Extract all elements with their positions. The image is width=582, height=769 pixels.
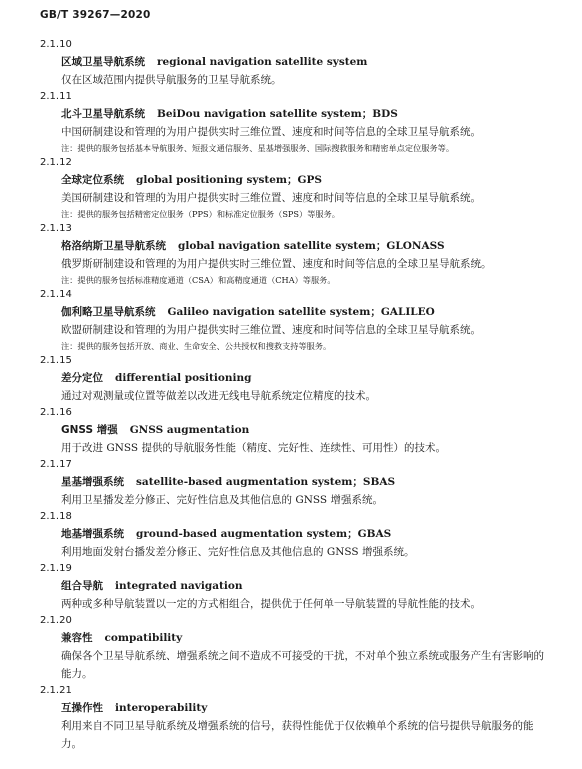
term-note: 注：提供的服务包括开放、商业、生命安全、公共授权和搜救支持等服务。 bbox=[61, 341, 332, 351]
term-title bbox=[61, 699, 550, 717]
term-entry bbox=[40, 89, 550, 155]
term-definition: 利用卫星播发差分修正、完好性信息及其他信息的 GNSS 增强系统。 bbox=[61, 494, 383, 506]
term-number: 2.1.15 bbox=[40, 355, 72, 366]
term-cn: 全球定位系统 bbox=[61, 174, 124, 186]
term-number: 2.1.19 bbox=[40, 563, 72, 574]
term-number: 2.1.10 bbox=[40, 39, 72, 50]
term-entry bbox=[40, 509, 550, 561]
term-definition: 利用来自不同卫星导航系统及增强系统的信号，获得性能优于仅依赖单个系统的信号提供导航服务的能力。 bbox=[61, 720, 534, 750]
term-definition: 中国研制建设和管理的为用户提供实时三维位置、速度和时间等信息的全球卫星导航系统。 bbox=[61, 126, 481, 138]
term-en: regional navigation satellite system bbox=[157, 56, 368, 68]
term-cn: 兼容性 bbox=[61, 632, 93, 644]
term-entry bbox=[40, 287, 550, 353]
term-en: satellite-based augmentation system；SBAS bbox=[136, 476, 396, 488]
term-entry bbox=[40, 405, 550, 457]
term-entry bbox=[40, 353, 550, 405]
term-definition: 欧盟研制建设和管理的为用户提供实时三维位置、速度和时间等信息的全球卫星导航系统。 bbox=[61, 324, 481, 336]
term-number: 2.1.13 bbox=[40, 223, 72, 234]
term-en: compatibility bbox=[104, 632, 183, 644]
term-en: integrated navigation bbox=[115, 580, 243, 592]
term-number: 2.1.14 bbox=[40, 289, 72, 300]
term-en: BeiDou navigation satellite system；BDS bbox=[157, 108, 398, 120]
term-definition: 仅在区域范围内提供导航服务的卫星导航系统。 bbox=[61, 74, 282, 86]
term-cn: 组合导航 bbox=[61, 580, 103, 592]
term-number: 2.1.12 bbox=[40, 157, 72, 168]
term-definition: 确保各个卫星导航系统、增强系统之间不造成不可接受的干扰，不对单个独立系统或服务产生有害影响的能力。 bbox=[61, 650, 544, 680]
term-title bbox=[61, 473, 550, 491]
term-title bbox=[61, 629, 550, 647]
term-title bbox=[61, 237, 550, 255]
term-number: 2.1.11 bbox=[40, 91, 72, 102]
term-title bbox=[61, 577, 550, 595]
term-entry bbox=[40, 561, 550, 613]
term-title bbox=[61, 525, 550, 543]
term-definition: 利用地面发射台播发差分修正、完好性信息及其他信息的 GNSS 增强系统。 bbox=[61, 546, 415, 558]
term-number: 2.1.18 bbox=[40, 511, 72, 522]
term-note: 注：提供的服务包括精密定位服务（PPS）和标准定位服务（SPS）等服务。 bbox=[61, 209, 340, 219]
term-list bbox=[40, 37, 550, 753]
term-en: interoperability bbox=[115, 702, 208, 714]
term-en: ground-based augmentation system；GBAS bbox=[136, 528, 392, 540]
term-cn: 格洛纳斯卫星导航系统 bbox=[61, 240, 166, 252]
term-cn: 互操作性 bbox=[61, 702, 103, 714]
term-title bbox=[61, 53, 550, 71]
term-number: 2.1.16 bbox=[40, 407, 72, 418]
term-en: GNSS augmentation bbox=[129, 424, 250, 436]
term-cn: 伽利略卫星导航系统 bbox=[61, 306, 156, 318]
term-cn: 差分定位 bbox=[61, 372, 103, 384]
term-title bbox=[61, 105, 550, 123]
term-en: differential positioning bbox=[115, 372, 252, 384]
term-en: global navigation satellite system；GLONASS bbox=[178, 240, 445, 252]
term-title bbox=[61, 303, 550, 321]
page-header-doc-id: GB/T 39267—2020 bbox=[40, 9, 151, 21]
term-title bbox=[61, 421, 550, 439]
term-title bbox=[61, 171, 550, 189]
term-entry bbox=[40, 457, 550, 509]
term-entry bbox=[40, 221, 550, 287]
term-definition: 通过对观测量或位置等做差以改进无线电导航系统定位精度的技术。 bbox=[61, 390, 376, 402]
term-entry bbox=[40, 613, 550, 683]
term-definition: 两种或多种导航装置以一定的方式相组合，提供优于任何单一导航装置的导航性能的技术。 bbox=[61, 598, 481, 610]
term-entry bbox=[40, 155, 550, 221]
term-title bbox=[61, 369, 550, 387]
term-cn: 星基增强系统 bbox=[61, 476, 124, 488]
term-en: Galileo navigation satellite system；GALILEO bbox=[167, 306, 435, 318]
term-cn: 区域卫星导航系统 bbox=[61, 56, 145, 68]
term-entry bbox=[40, 683, 550, 753]
term-cn: 北斗卫星导航系统 bbox=[61, 108, 145, 120]
term-entry bbox=[40, 37, 550, 89]
term-en: global positioning system；GPS bbox=[136, 174, 322, 186]
term-number: 2.1.20 bbox=[40, 615, 72, 626]
term-cn: 地基增强系统 bbox=[61, 528, 124, 540]
term-number: 2.1.21 bbox=[40, 685, 72, 696]
term-definition: 美国研制建设和管理的为用户提供实时三维位置、速度和时间等信息的全球卫星导航系统。 bbox=[61, 192, 481, 204]
term-cn: GNSS 增强 bbox=[61, 424, 118, 436]
term-number: 2.1.17 bbox=[40, 459, 72, 470]
term-definition: 用于改进 GNSS 提供的导航服务性能（精度、完好性、连续性、可用性）的技术。 bbox=[61, 442, 446, 454]
term-note: 注：提供的服务包括基本导航服务、短报文通信服务、星基增强服务、国际搜救服务和精密单点定位服务等。 bbox=[61, 143, 455, 153]
term-definition: 俄罗斯研制建设和管理的为用户提供实时三维位置、速度和时间等信息的全球卫星导航系统。 bbox=[61, 258, 492, 270]
term-note: 注：提供的服务包括标准精度通道（CSA）和高精度通道（CHA）等服务。 bbox=[61, 275, 336, 285]
